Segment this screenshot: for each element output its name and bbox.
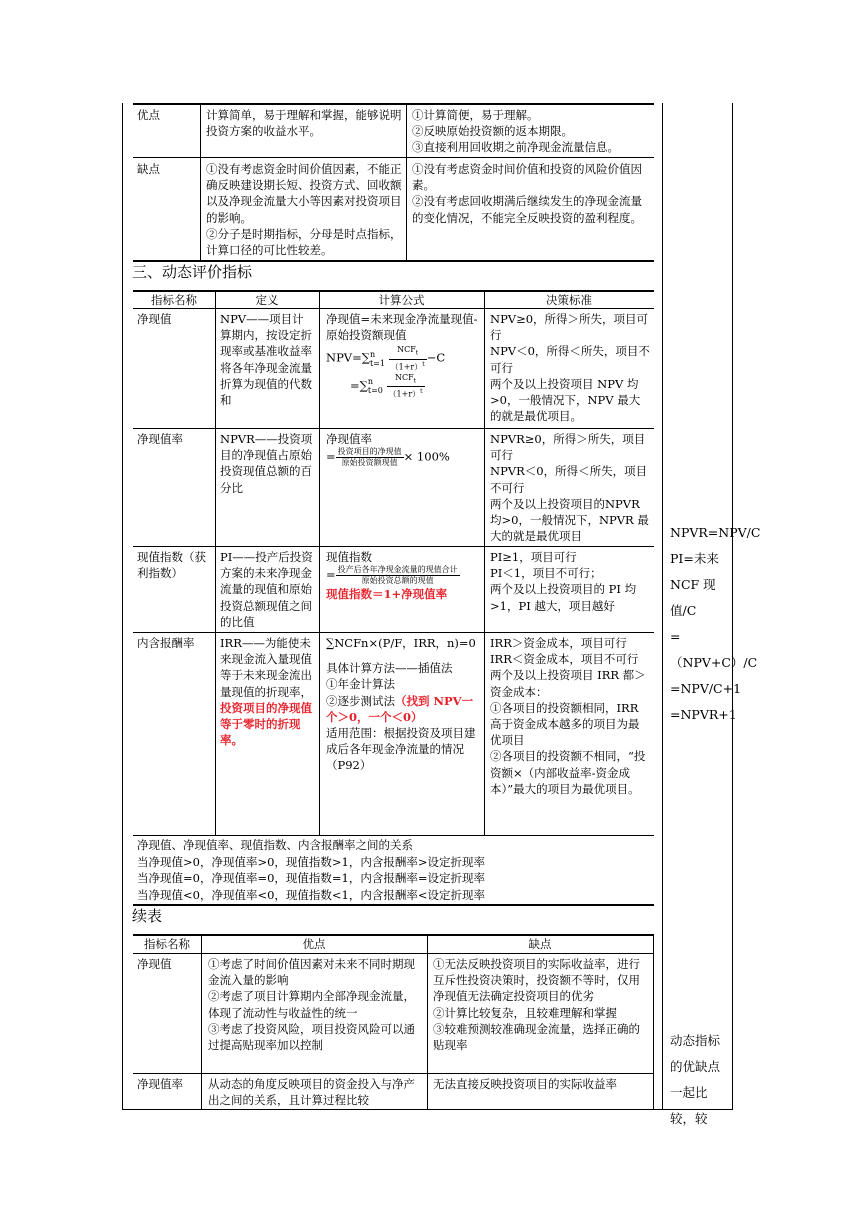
t3-npv-disadvantages <box>433 956 649 1053</box>
npv-equation: NPV=∑ n t=1 $\frac{NCF_t}{(1+r)^t}$ −C <box>326 345 446 372</box>
list-item: =（NPV+C）/C <box>670 629 758 670</box>
rule <box>406 104 407 260</box>
irr-standard <box>490 635 650 797</box>
irr-name: 内含报酬率 <box>137 636 195 650</box>
npvr-definition: NPVR——投资项目的净现值占原始投资现值总额的百分比 <box>220 432 313 495</box>
npv-equation-2: =∑ n t=0 $\frac{NCF_t}{(1+r)^t}$ <box>350 372 423 399</box>
col-header: 指标名称 <box>151 293 197 307</box>
rule <box>133 632 654 633</box>
rule <box>653 935 654 1109</box>
list-item: =NPVR+1 <box>670 707 737 722</box>
pi-formula <box>326 549 480 602</box>
rule <box>133 260 654 262</box>
npvr-name: 净现值率 <box>137 432 183 446</box>
t1-adv-label: 优点 <box>137 108 160 122</box>
pi-name: 现值指数（获利指数） <box>137 550 206 581</box>
npv-standard <box>490 311 650 424</box>
col-header: 指标名称 <box>144 937 190 951</box>
t3-npvr-advantages: 从动态的角度反映项目的资金投入与净产出之间的关系，且计算过程比较 <box>208 1077 415 1108</box>
list-item: ②没有考虑回收期满后继续发生的净现金流量的变化情况，不能完全反映投资的盈利程度。 <box>412 194 642 225</box>
rule <box>215 291 216 835</box>
side-note: 动态指标的优缺点一起比较，较 <box>670 1033 721 1126</box>
pi-relation-highlight: 现值指数＝1+净现值率 <box>326 587 448 602</box>
t3-npvr-name: 净现值率 <box>137 1077 183 1091</box>
pi-standard <box>490 549 650 614</box>
t1-adv-b <box>412 107 650 156</box>
rule <box>133 953 654 954</box>
list-item: ③直接利用回收期之前净现金流量信息。 <box>412 140 619 155</box>
pi-definition: PI——投产后投资方案的未来净现金流量的现值和原始投资总额现值之间的比值 <box>220 550 313 629</box>
npvr-formula <box>326 431 480 468</box>
t3-npvr-disadvantages: 无法直接反映投资项目的实际收益率 <box>433 1077 617 1091</box>
list-item: ②分子是时期指标，分母是时点指标，计算口径的可比性较差。 <box>206 226 402 258</box>
rule <box>427 935 428 1109</box>
rule <box>133 157 654 158</box>
t1-adv-a: 计算简单，易于理解和掌握，能够说明投资方案的收益水平。 <box>206 108 402 139</box>
list-item: IRR＞资金成本，项目可行 <box>490 636 627 650</box>
list-item: ①计算简便，易于理解。 <box>412 108 539 122</box>
list-item: ③考虑了投资风险，项目投资风险可以通过提高贴现率加以控制 <box>208 1021 415 1053</box>
t1-dis-a <box>206 161 402 258</box>
list-item: NPV＜0，所得＜所失，项目不可行 <box>490 344 650 375</box>
t1-dis-b <box>412 161 650 226</box>
list-item: NPV≥0，所得＞所失，项目可行 <box>490 312 649 343</box>
formula-text: 净现值率 <box>326 432 372 446</box>
rule <box>133 1073 654 1074</box>
list-item: 当净现值=0，净现值率=0，现值指数=1，内含报酬率=设定折现率 <box>137 871 485 885</box>
list-item: IRR＜资金成本，项目不可行 <box>490 652 639 667</box>
col-header: 优点 <box>302 937 326 951</box>
continued-title: 续表 <box>132 907 163 925</box>
col-header: 缺点 <box>528 937 552 951</box>
t3-npv-name: 净现值 <box>137 957 172 971</box>
rule <box>133 103 654 105</box>
t1-dis-label: 缺点 <box>137 162 160 176</box>
side-formulas <box>670 520 761 728</box>
list-item: 两个及以上投资项目 NPV 均>0，一般情况下，NPV 最大的就是最优项目。 <box>490 376 641 424</box>
list-item: ②计算比较复杂，且较难理解和掌握 <box>433 1005 617 1020</box>
list-item: ②各项目的投资额不相同，“投资额×（内部收益率-资金成本）”最大的项目为最优项目。 <box>490 749 646 796</box>
npvr-equation: = $\frac{\text{投资项目的净现值}}{\text{原始投资额现值}}$ × 100% <box>326 447 450 468</box>
npvr-standard <box>490 431 650 544</box>
list-item: ②考虑了项目计算期内全部净现金流量，体现了流动性与收益性的统一 <box>208 989 415 1020</box>
formula-text: ②逐步测试法（找到 NPV一个＞0，一个＜0） <box>326 693 474 724</box>
list-item: ①各项目的投资额相同，IRR 高于资金成本越多的项目为最优项目 <box>490 700 640 748</box>
relation-note <box>137 837 651 903</box>
list-item: PI≥1，项目可行 <box>490 550 577 564</box>
irr-definition: IRR——为能使未来现金流入量现值等于未来现金流出量现值的折现率，投资项目的净现值等于零时的折现率。 <box>220 636 312 748</box>
list-item: ③较难预测较准确现金流量，选择正确的贴现率 <box>433 1021 640 1053</box>
irr-formula <box>326 635 480 774</box>
npv-name: 净现值 <box>137 312 172 326</box>
list-item: 净现值、净现值率、现值指数、内含报酬率之间的关系 <box>137 838 413 852</box>
col-header: 计算公式 <box>378 293 425 307</box>
list-item: 两个及以上投资项目 IRR 都＞资金成本： <box>490 668 646 699</box>
formula-text: ①年金计算法 <box>326 677 395 692</box>
rule <box>201 935 202 1109</box>
rule <box>133 428 654 429</box>
rule <box>133 546 654 547</box>
list-item: 两个及以上投资项目的 PI 均>1，PI 越大，项目越好 <box>490 582 637 613</box>
list-item: =NPV/C+1 <box>670 681 742 696</box>
list-item: 当净现值>0，净现值率>0，现值指数>1，内含报酬率>设定折现率 <box>137 854 485 869</box>
list-item: ①没有考虑资金时间价值和投资的风险价值因素。 <box>412 162 642 193</box>
list-item: 两个及以上投资项目的NPVR 均>0，一般情况下，NPVR 最大的就是最优项目 <box>490 496 649 544</box>
formula-text: 适用范围：根据投资及项目建成后各年现金净流量的情况（P92） <box>326 726 476 773</box>
col-header: 决策标准 <box>546 293 592 307</box>
list-item: 当净现值<0，净现值率<0，现值指数<1，内含报酬率<设定折现率 <box>137 887 485 902</box>
rule <box>133 904 654 906</box>
section-title: 三、动态评价指标 <box>132 263 253 281</box>
list-item: ②反映原始投资额的返本期限。 <box>412 124 573 139</box>
formula-text: 净现值=未来现金净流量现值-原始投资额现值 <box>326 312 478 343</box>
list-item: NPVR＜0，所得＜所失，项目不可行 <box>490 464 648 495</box>
list-item: NPVR=NPV/C <box>670 525 761 540</box>
list-item: NPVR≥0，所得＞所失，项目可行 <box>490 432 646 463</box>
list-item: PI=未来 NCF 现值/C <box>670 551 719 618</box>
rule <box>200 104 201 260</box>
list-item: PI＜1，项目不可行； <box>490 566 602 581</box>
rule <box>319 291 320 835</box>
npv-formula <box>326 311 480 400</box>
t3-npv-advantages <box>208 956 422 1053</box>
list-item: ①考虑了时间价值因素对未来不同时期现金流入量的影响 <box>208 957 415 988</box>
formula-text: ∑NCFn×(P/F，IRR，n)=0 <box>326 636 476 650</box>
rule <box>484 291 485 835</box>
pi-equation: = $\frac{\text{投产后各年净现金流量的现值合计}}{\text{原始投资总额的现值}}$ <box>326 565 458 586</box>
npv-definition: NPV——项目计算期内，按设定折现率或基准收益率将各年净现金流量折算为现值的代数和 <box>220 312 312 408</box>
list-item: ①没有考虑资金时间价值因素，不能正确反映建设期长短、投资方式、回收额以及净现金流量大小等因素对投资项目的影响。 <box>206 162 402 225</box>
formula-text: 现值指数 <box>326 550 372 564</box>
rule <box>133 835 654 836</box>
col-header: 定义 <box>255 293 279 307</box>
list-item: ①无法反映投资项目的实际收益率，进行互斥性投资决策时，投资额不等时，仅用净现值无法确定投资项目的优劣 <box>433 957 640 1004</box>
formula-text: 具体计算方法——插值法 <box>326 661 453 676</box>
